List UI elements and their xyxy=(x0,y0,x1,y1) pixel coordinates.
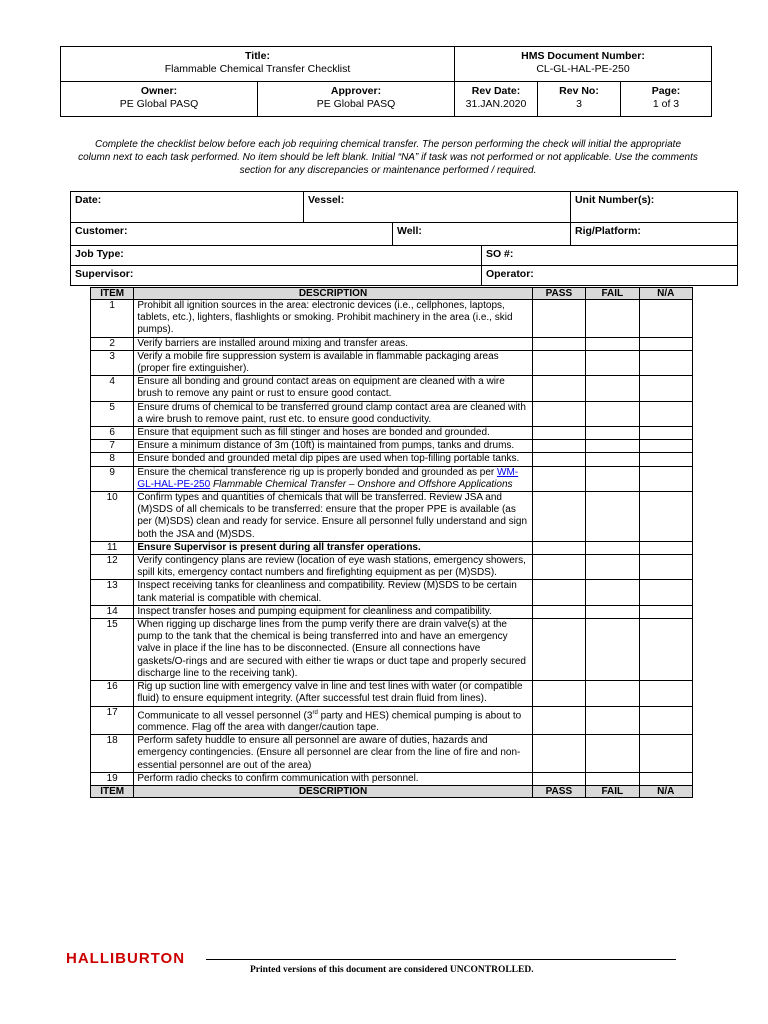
col-description: DESCRIPTION xyxy=(134,786,532,798)
approver-value: PE Global PASQ xyxy=(316,98,396,110)
date-field[interactable]: Date: xyxy=(71,192,304,223)
rev-date-label: Rev Date: xyxy=(471,85,521,97)
instructions: Complete the checklist below before each job requiring chemical transfer. The person performing the check will initial the appropriate column next to each task performed. No item should be left blank. Initial “NA” if task was not performed or not applicable. Use the comments section for any discrepancies or maintenance performed / required. xyxy=(78,139,698,176)
item-description xyxy=(134,706,532,735)
pass-initial-cell[interactable] xyxy=(532,735,585,773)
na-initial-cell[interactable] xyxy=(639,681,692,706)
item-description: Perform radio checks to confirm communication with personnel. xyxy=(134,772,532,785)
pass-initial-cell[interactable] xyxy=(532,427,585,440)
pass-initial-cell[interactable] xyxy=(532,681,585,706)
fail-initial-cell[interactable] xyxy=(586,376,639,401)
fail-initial-cell[interactable] xyxy=(586,440,639,453)
na-initial-cell[interactable] xyxy=(639,350,692,375)
well-field[interactable]: Well: xyxy=(392,223,570,246)
checklist-row xyxy=(91,440,693,453)
item-description xyxy=(134,466,532,491)
checklist-table xyxy=(90,287,693,798)
na-initial-cell[interactable] xyxy=(639,440,692,453)
col-fail: FAIL xyxy=(586,786,639,798)
title-cell xyxy=(61,47,455,82)
checklist-row xyxy=(91,300,693,338)
na-initial-cell[interactable] xyxy=(639,492,692,542)
fail-initial-cell[interactable] xyxy=(586,681,639,706)
na-initial-cell[interactable] xyxy=(639,772,692,785)
fail-initial-cell[interactable] xyxy=(586,706,639,735)
item-number: 19 xyxy=(91,772,134,785)
rev-date-value: 31.JAN.2020 xyxy=(465,98,527,110)
checklist-row xyxy=(91,580,693,605)
item-number: 16 xyxy=(91,681,134,706)
na-initial-cell[interactable] xyxy=(639,580,692,605)
item-number: 6 xyxy=(91,427,134,440)
pass-initial-cell[interactable] xyxy=(532,453,585,466)
halliburton-logo: HALLIBURTON xyxy=(66,950,186,967)
checklist-footer-row xyxy=(91,786,693,798)
checklist-row xyxy=(91,492,693,542)
item-number: 4 xyxy=(91,376,134,401)
owner-label: Owner: xyxy=(140,85,178,97)
description-text: Ensure the chemical transference rig up is properly bonded and grounded as per xyxy=(137,466,498,478)
checklist-row xyxy=(91,735,693,773)
fail-initial-cell[interactable] xyxy=(586,580,639,605)
na-initial-cell[interactable] xyxy=(639,337,692,350)
pass-initial-cell[interactable] xyxy=(532,555,585,580)
checklist-header-row xyxy=(91,288,693,300)
document-link[interactable]: WM-GL-HAL-PE-250 xyxy=(137,466,519,490)
page-cell xyxy=(621,82,712,117)
item-description: Ensure bonded and grounded metal dip pipes are used when top-filling portable tanks. xyxy=(134,453,532,466)
checklist-row xyxy=(91,376,693,401)
hms-cell xyxy=(455,47,712,82)
rev-no-cell xyxy=(538,82,621,117)
na-initial-cell[interactable] xyxy=(639,619,692,681)
item-number: 10 xyxy=(91,492,134,542)
checklist-row xyxy=(91,427,693,440)
item-number: 8 xyxy=(91,453,134,466)
rev-no-label: Rev No: xyxy=(559,85,599,97)
item-description: Perform safety huddle to ensure all personnel are aware of duties, hazards and emergency contingencies. (Ensure all personnel are clear from the line of fire and non-essential personnel are out of the area) xyxy=(134,735,532,773)
item-number: 13 xyxy=(91,580,134,605)
checklist-row xyxy=(91,555,693,580)
description-text: Communicate to all vessel personnel (3 xyxy=(137,709,313,721)
unit-numbers-field[interactable]: Unit Number(s): xyxy=(570,192,737,223)
checklist-row xyxy=(91,350,693,375)
item-description: Verify barriers are installed around mixing and transfer areas. xyxy=(134,337,532,350)
fail-initial-cell[interactable] xyxy=(586,466,639,491)
pass-initial-cell[interactable] xyxy=(532,492,585,542)
hms-value: CL-GL-HAL-PE-250 xyxy=(536,63,630,75)
pass-initial-cell[interactable] xyxy=(532,440,585,453)
item-number: 12 xyxy=(91,555,134,580)
page-value: 1 of 3 xyxy=(652,98,680,110)
item-number: 14 xyxy=(91,605,134,618)
pass-initial-cell[interactable] xyxy=(532,466,585,491)
checklist-row xyxy=(91,541,693,554)
pass-initial-cell[interactable] xyxy=(532,580,585,605)
supervisor-field[interactable]: Supervisor: xyxy=(71,266,482,286)
pass-initial-cell[interactable] xyxy=(532,772,585,785)
checklist-row xyxy=(91,605,693,618)
rev-date-cell xyxy=(455,82,538,117)
description-text: party and HES) chemical pumping is about to commence. Flag off the area with danger/caution tape. xyxy=(137,709,522,734)
pass-initial-cell[interactable] xyxy=(532,337,585,350)
approver-label: Approver: xyxy=(330,85,382,97)
pass-initial-cell[interactable] xyxy=(532,619,585,681)
fail-initial-cell[interactable] xyxy=(586,619,639,681)
pass-initial-cell[interactable] xyxy=(532,541,585,554)
na-initial-cell[interactable] xyxy=(639,300,692,338)
col-item: ITEM xyxy=(91,786,134,798)
job-info-table xyxy=(70,191,738,286)
na-initial-cell[interactable] xyxy=(639,541,692,554)
col-description: DESCRIPTION xyxy=(134,288,532,300)
item-description: Ensure all bonding and ground contact areas on equipment are cleaned with a wire brush to remove any paint or rust to ensure good contact. xyxy=(134,376,532,401)
item-description: Ensure drums of chemical to be transferred ground clamp contact area are cleaned with a wire brush to remove paint, rust etc. to ensure good conductivity. xyxy=(134,401,532,426)
fail-initial-cell[interactable] xyxy=(586,427,639,440)
checklist-row xyxy=(91,619,693,681)
item-description: Verify contingency plans are review (location of eye wash stations, emergency showers, spill kits, emergency contact numbers and firefighting equipment as per (M)SDS). xyxy=(134,555,532,580)
fail-initial-cell[interactable] xyxy=(586,772,639,785)
document-header xyxy=(60,46,712,117)
item-number: 5 xyxy=(91,401,134,426)
footer-divider xyxy=(206,959,676,960)
item-number: 9 xyxy=(91,466,134,491)
operator-field[interactable]: Operator: xyxy=(481,266,737,286)
page-label: Page: xyxy=(651,85,681,97)
owner-cell xyxy=(61,82,258,117)
item-description: Prohibit all ignition sources in the area: electronic devices (i.e., cellphones, laptops, tablets, etc.), lighters, flashlights or smoking. Prohibit machinery in the area (i.e., skid pumps). xyxy=(134,300,532,338)
na-initial-cell[interactable] xyxy=(639,453,692,466)
fail-initial-cell[interactable] xyxy=(586,541,639,554)
item-description: Ensure a minimum distance of 3m (10ft) is maintained from pumps, tanks and drums. xyxy=(134,440,532,453)
item-number: 3 xyxy=(91,350,134,375)
na-initial-cell[interactable] xyxy=(639,401,692,426)
pass-initial-cell[interactable] xyxy=(532,376,585,401)
superscript: rd xyxy=(312,709,318,716)
checklist-row xyxy=(91,453,693,466)
col-pass: PASS xyxy=(532,288,585,300)
vessel-field[interactable]: Vessel: xyxy=(304,192,571,223)
rig-platform-field[interactable]: Rig/Platform: xyxy=(571,223,738,246)
hms-label: HMS Document Number: xyxy=(521,50,645,62)
checklist-row xyxy=(91,337,693,350)
na-initial-cell[interactable] xyxy=(639,735,692,773)
item-number: 18 xyxy=(91,735,134,773)
so-number-field[interactable]: SO #: xyxy=(481,246,737,266)
checklist-row xyxy=(91,772,693,785)
description-text: Flammable Chemical Transfer – Onshore and Offshore Applications xyxy=(210,478,513,490)
fail-initial-cell[interactable] xyxy=(586,300,639,338)
fail-initial-cell[interactable] xyxy=(586,453,639,466)
pass-initial-cell[interactable] xyxy=(532,300,585,338)
approver-cell xyxy=(258,82,455,117)
item-number: 7 xyxy=(91,440,134,453)
footer-note: Printed versions of this document are considered UNCONTROLLED. xyxy=(250,965,534,975)
item-description: Verify a mobile fire suppression system is available in flammable packaging areas (proper fire extinguisher). xyxy=(134,350,532,375)
checklist-row xyxy=(91,401,693,426)
col-na: N/A xyxy=(639,288,692,300)
item-description: Ensure Supervisor is present during all transfer operations. xyxy=(134,541,532,554)
col-pass: PASS xyxy=(532,786,585,798)
item-number: 11 xyxy=(91,541,134,554)
fail-initial-cell[interactable] xyxy=(586,555,639,580)
na-initial-cell[interactable] xyxy=(639,555,692,580)
pass-initial-cell[interactable] xyxy=(532,401,585,426)
pass-initial-cell[interactable] xyxy=(532,706,585,735)
item-number: 15 xyxy=(91,619,134,681)
na-initial-cell[interactable] xyxy=(639,605,692,618)
checklist-row xyxy=(91,466,693,491)
pass-initial-cell[interactable] xyxy=(532,350,585,375)
item-description: Confirm types and quantities of chemicals that will be transferred. Review JSA and (M)SDS of all chemicals to be transferred: ensure that the proper PPE is available (as per (M)SDS) clean and ready for service. Ensure all personnel fully understand and sign both the JSA and (M)SDS. xyxy=(134,492,532,542)
item-description: Ensure that equipment such as fill stinger and hoses are bonded and grounded. xyxy=(134,427,532,440)
col-fail: FAIL xyxy=(586,288,639,300)
item-description: When rigging up discharge lines from the pump verify there are drain valve(s) at the pump to the tank that the chemical is being transferred into and have an emergency valve in place if the line has to be disconnected. (Ensure all connections have gaskets/O-rings and are secured with either tie wraps or duct tape and properly secured discharge line to the receiving tank). xyxy=(134,619,532,681)
pass-initial-cell[interactable] xyxy=(532,605,585,618)
title-value: Flammable Chemical Transfer Checklist xyxy=(164,63,351,75)
title-label: Title: xyxy=(245,50,270,62)
checklist-row xyxy=(91,681,693,706)
item-number: 1 xyxy=(91,300,134,338)
item-description: Inspect transfer hoses and pumping equipment for cleanliness and compatibility. xyxy=(134,605,532,618)
item-description: Inspect receiving tanks for cleanliness and compatibility. Review (M)SDS to be certain tank material is compatible with chemical. xyxy=(134,580,532,605)
col-item: ITEM xyxy=(91,288,134,300)
col-na: N/A xyxy=(639,786,692,798)
item-description: Rig up suction line with emergency valve in line and test lines with water (or compatible fluid) to ensure equipment integrity. (After successful test drain fluid from lines). xyxy=(134,681,532,706)
fail-initial-cell[interactable] xyxy=(586,401,639,426)
fail-initial-cell[interactable] xyxy=(586,492,639,542)
customer-field[interactable]: Customer: xyxy=(71,223,393,246)
na-initial-cell[interactable] xyxy=(639,466,692,491)
item-number: 17 xyxy=(91,706,134,735)
fail-initial-cell[interactable] xyxy=(586,735,639,773)
rev-no-value: 3 xyxy=(576,98,582,110)
checklist-row xyxy=(91,706,693,735)
na-initial-cell[interactable] xyxy=(639,376,692,401)
fail-initial-cell[interactable] xyxy=(586,350,639,375)
owner-value: PE Global PASQ xyxy=(119,98,199,110)
na-initial-cell[interactable] xyxy=(639,706,692,735)
na-initial-cell[interactable] xyxy=(639,427,692,440)
fail-initial-cell[interactable] xyxy=(586,605,639,618)
item-number: 2 xyxy=(91,337,134,350)
fail-initial-cell[interactable] xyxy=(586,337,639,350)
job-type-field[interactable]: Job Type: xyxy=(71,246,482,266)
